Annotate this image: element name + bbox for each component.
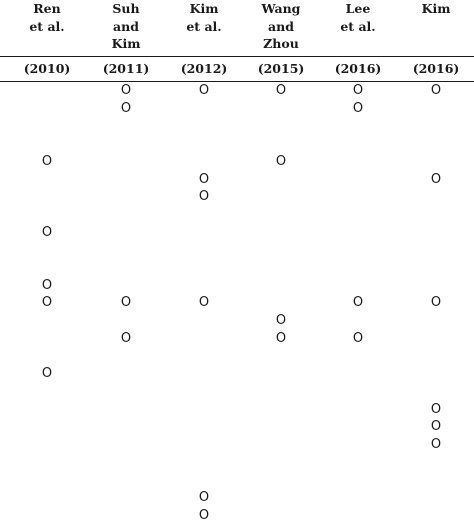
table-cell-mark: O (198, 490, 210, 506)
table-cell-mark: O (41, 366, 53, 382)
table-cell-mark: O (352, 330, 364, 346)
author-line: Lee (345, 1, 371, 16)
table-cell-mark: O (275, 330, 287, 346)
column-year-header: (2011) (102, 61, 150, 76)
column-year-header: (2015) (257, 61, 305, 76)
table-cell-mark: O (198, 83, 210, 98)
author-line: Kim (111, 36, 141, 51)
column-year-header: (2016) (334, 61, 382, 76)
column-author-header (242, 0, 320, 53)
author-line: Kim (421, 1, 451, 16)
table-cell-mark: O (198, 171, 210, 187)
table-cell-mark: O (275, 313, 287, 329)
column-author-header (87, 0, 165, 53)
table-cell-mark: O (41, 224, 53, 240)
table-cell-mark: O (430, 419, 442, 435)
column-year-header: (2010) (23, 61, 71, 76)
author-line: et al. (29, 18, 65, 34)
author-header-row (0, 0, 474, 56)
table-cell-mark: O (352, 100, 364, 116)
table-cell-mark: O (430, 171, 442, 187)
table-cell-mark: O (198, 295, 210, 311)
table-cell-mark: O (352, 83, 364, 98)
author-line: et al. (340, 18, 376, 34)
table-cell-mark: O (275, 83, 287, 98)
table-cell-mark: O (41, 295, 53, 311)
author-line: Ren (33, 1, 61, 16)
table-cell-mark: O (275, 153, 287, 169)
column-author-header (8, 0, 86, 35)
table-cell-mark: O (120, 100, 132, 116)
author-line: and (268, 18, 294, 34)
table-cell-mark: O (352, 295, 364, 311)
author-line: and (113, 18, 139, 34)
table-cell-mark: O (120, 83, 132, 98)
table-cell-mark: O (430, 437, 442, 452)
column-year-header: (2012) (180, 61, 228, 76)
table-cell-mark: O (120, 330, 132, 346)
table-cell-mark: O (430, 83, 442, 98)
column-author-header (397, 0, 474, 18)
author-line: Zhou (263, 36, 299, 51)
header-bottom-rule (0, 81, 474, 82)
table-cell-mark: O (198, 189, 210, 205)
column-author-header (319, 0, 397, 35)
table-cell-mark: O (41, 277, 53, 293)
author-line: et al. (186, 18, 222, 34)
author-line: Kim (189, 1, 219, 16)
author-line: Wang (261, 1, 301, 16)
table-cell-mark: O (198, 507, 210, 523)
table-cell-mark: O (430, 401, 442, 417)
author-line: Suh (112, 1, 140, 16)
header-top-rule (0, 56, 474, 57)
table-cell-mark: O (41, 153, 53, 169)
table-cell-mark: O (120, 295, 132, 311)
table-cell-mark: O (430, 295, 442, 311)
column-year-header: (2016) (412, 61, 460, 76)
column-author-header (165, 0, 243, 35)
